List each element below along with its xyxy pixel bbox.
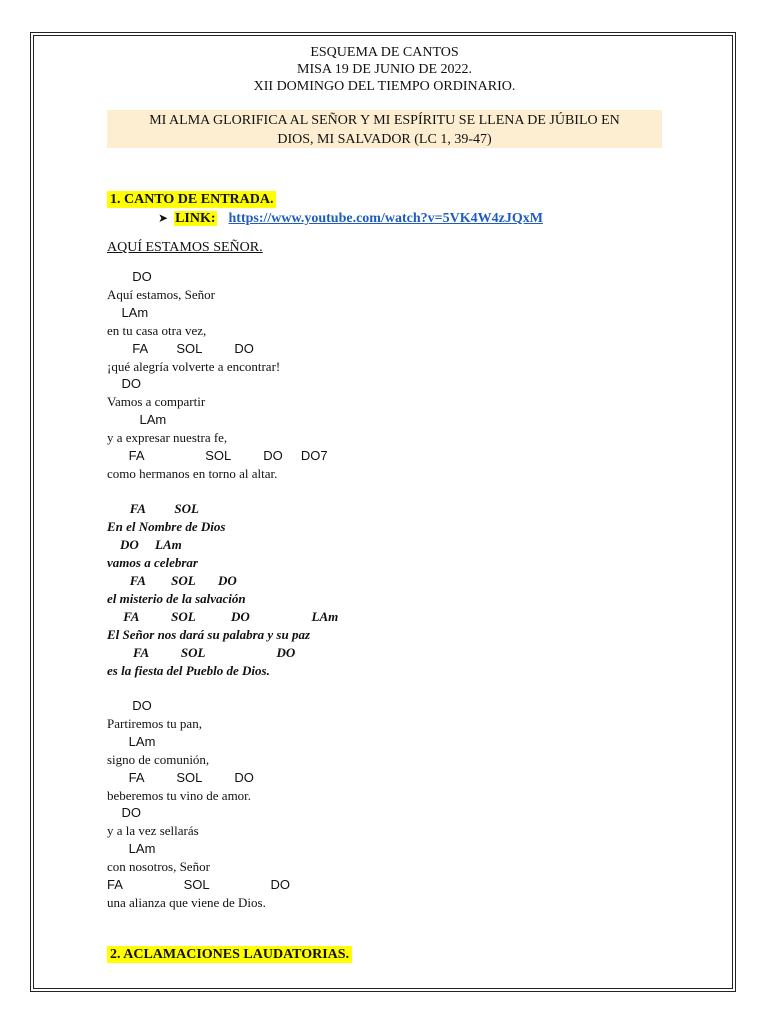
chord-line: DO bbox=[107, 698, 152, 713]
section-heading-aclamaciones: 2. ACLAMACIONES LAUDATORIAS. bbox=[107, 946, 352, 963]
chorus-lyric-line: El Señor nos dará su palabra y su paz bbox=[107, 627, 310, 642]
chord-line: DO bbox=[107, 376, 141, 391]
chord-line: FA SOL DO bbox=[107, 877, 291, 892]
song-title: AQUÍ ESTAMOS SEÑOR. bbox=[107, 240, 263, 255]
lyric-line: beberemos tu vino de amor. bbox=[107, 788, 252, 803]
chord-line: LAm bbox=[107, 734, 156, 749]
chord-line: FA SOL DO bbox=[107, 341, 254, 356]
chorus-chord-line: FA SOL DO LAm bbox=[107, 609, 339, 624]
lyric-line: Aquí estamos, Señor bbox=[107, 287, 215, 302]
chorus-lyric-line: es la fiesta del Pueblo de Dios. bbox=[107, 663, 270, 678]
header-sunday: XII DOMINGO DEL TIEMPO ORDINARIO. bbox=[253, 79, 516, 94]
chorus-chord-line: DO LAm bbox=[107, 537, 182, 552]
header-date: MISA 19 DE JUNIO DE 2022. bbox=[297, 62, 472, 77]
chorus-chord-line: FA SOL DO bbox=[107, 573, 237, 588]
lyric-line: como hermanos en torno al altar. bbox=[107, 466, 278, 481]
chorus-lyric-line: En el Nombre de Dios bbox=[107, 519, 226, 534]
chorus-lyric-line: vamos a celebrar bbox=[107, 555, 198, 570]
chorus-chord-line: FA SOL bbox=[107, 501, 199, 516]
lyric-line: signo de comunión, bbox=[107, 752, 210, 767]
arrow-bullet-icon: ➤ bbox=[158, 211, 169, 225]
link-label: LINK: bbox=[175, 211, 216, 226]
lyric-line: en tu casa otra vez, bbox=[107, 323, 207, 338]
lyric-line: ¡qué alegría volverte a encontrar! bbox=[107, 359, 281, 374]
section-heading-entrada: 1. CANTO DE ENTRADA. bbox=[107, 191, 276, 208]
quote-line-1: MI ALMA GLORIFICA AL SEÑOR Y MI ESPÍRITU SE LLENA DE JÚBILO EN bbox=[149, 113, 620, 128]
chorus-chord-line: FA SOL DO bbox=[107, 645, 296, 660]
chord-line: LAm bbox=[107, 841, 156, 856]
lyric-line: con nosotros, Señor bbox=[107, 859, 210, 874]
gospel-quote bbox=[107, 110, 662, 148]
lyric-line: una alianza que viene de Dios. bbox=[107, 895, 266, 910]
link-line bbox=[158, 210, 543, 227]
lyric-line: y a la vez sellarás bbox=[107, 823, 199, 838]
chord-line: LAm bbox=[107, 305, 149, 320]
lyric-line: Partiremos tu pan, bbox=[107, 716, 202, 731]
chord-line: DO bbox=[107, 805, 141, 820]
header-title: ESQUEMA DE CANTOS bbox=[310, 45, 459, 60]
chord-line: FA SOL DO DO7 bbox=[107, 448, 328, 463]
lyric-line: y a expresar nuestra fe, bbox=[107, 430, 228, 445]
chord-line: LAm bbox=[107, 412, 167, 427]
chord-line: FA SOL DO bbox=[107, 770, 254, 785]
quote-line-2: DIOS, MI SALVADOR (LC 1, 39-47) bbox=[277, 132, 492, 147]
lyric-line: Vamos a compartir bbox=[107, 394, 206, 409]
document-header bbox=[107, 44, 662, 95]
chord-line: DO bbox=[107, 269, 152, 284]
chorus-lyric-line: el misterio de la salvación bbox=[107, 591, 246, 606]
youtube-link[interactable]: https://www.youtube.com/watch?v=5VK4W4zJQxM bbox=[228, 211, 543, 226]
